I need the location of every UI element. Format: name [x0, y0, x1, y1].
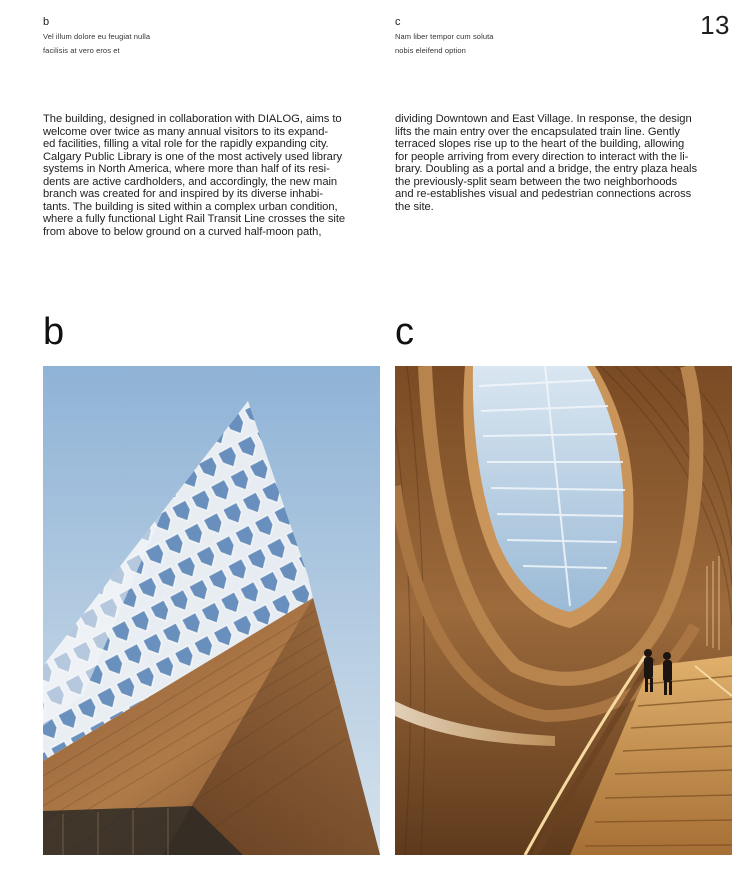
caption-c-letter: c	[395, 16, 401, 28]
body-text-left: The building, designed in collaboration with DIALOG, aims to welcome over twice as many annual visitors to its expand- ed facilities, filling a vital role for the rapidly expanding city. Calgary Public Library is one of the most actively used library systems in North America, where more than half of its resi- dents are active cardholders, and accordingly, the new main branch was created for and inspired by its diverse inhabi- tants. The building is sited within a complex urban condition, where a fully functional Light Rail Transit Line crosses the site from above to below ground on a curved half-moon path,	[43, 113, 346, 238]
figure-c-label: c	[395, 311, 414, 353]
caption-b-letter: b	[43, 16, 50, 28]
figure-c-photo	[395, 366, 732, 855]
figure-b-label: b	[43, 311, 65, 353]
page-number: 13	[700, 10, 730, 40]
caption-b-line-1: Vel illum dolore eu feugiat nulla	[43, 32, 151, 41]
caption-c-line-1: Nam liber tempor cum soluta	[395, 32, 494, 41]
figure-b-photo	[43, 366, 380, 855]
caption-b-line-2: facilisis at vero eros et	[43, 46, 120, 55]
body-text-right: dividing Downtown and East Village. In response, the design lifts the main entry over the encapsulated train line. Gently terraced slopes rise up to the heart of the building, allowing for people arriving from every direction to interact with the li- brary. Doubling as a portal and a bridge, the entry plaza heals the previously-split seam between the two neighborhoods and re-establishes visual and pedestrian connections across the site.	[395, 113, 697, 213]
caption-c-line-2: nobis eleifend option	[395, 46, 466, 55]
